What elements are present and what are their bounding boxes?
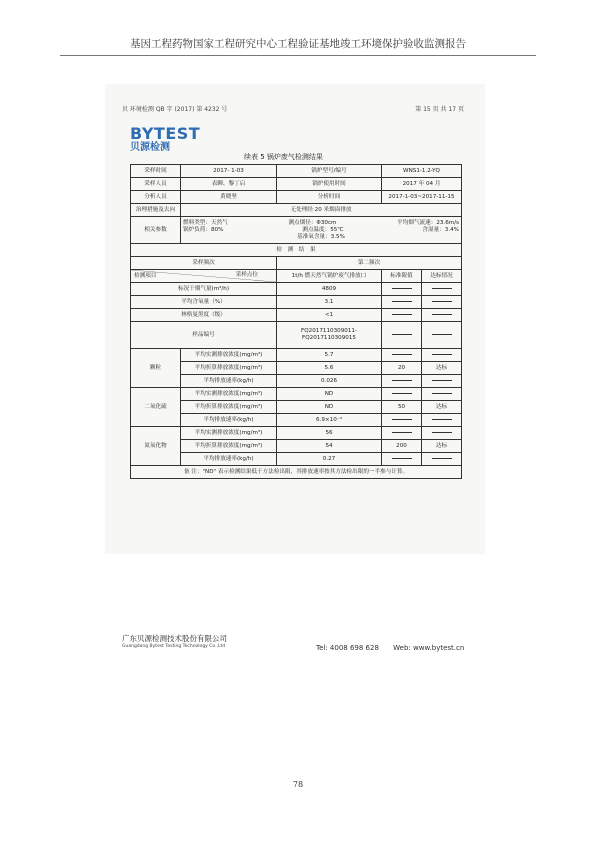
row-value: 3.1	[277, 296, 382, 309]
standard-value: 20	[382, 362, 422, 375]
table-row	[131, 440, 462, 453]
dash-cell	[382, 296, 422, 309]
metric-name: 平均实测排放浓度(mg/m³)	[181, 427, 277, 440]
metric-value: 5.6	[277, 362, 382, 375]
analysis-time-label: 分析时间	[277, 191, 382, 204]
page-number: 78	[292, 780, 304, 789]
bytest-logo	[130, 126, 200, 154]
dash-cell	[422, 427, 462, 440]
emission-results-table	[130, 164, 462, 479]
table-row	[131, 401, 462, 414]
metric-name: 平均折算排放浓度(mg/m³)	[181, 440, 277, 453]
table-row	[131, 388, 462, 401]
dash-cell	[382, 283, 422, 296]
status-value: 达标	[422, 401, 462, 414]
metric-value: 6.9×10⁻³	[277, 414, 382, 427]
sample-time-label: 采样时间	[131, 165, 181, 178]
analyst: 黄晓坚	[181, 191, 277, 204]
metric-value: ND	[277, 401, 382, 414]
table-row	[131, 191, 462, 204]
table-title: 续表 5 锅炉废气检测结果	[244, 153, 323, 161]
dash-cell	[422, 375, 462, 388]
dash-cell	[382, 414, 422, 427]
company-name-en: Guangdong Bytest Testing Technology Co.,Ltd	[122, 644, 226, 649]
metric-value: 5.7	[277, 349, 382, 362]
table-row	[131, 296, 462, 309]
dash-cell	[382, 349, 422, 362]
company-tel: Tel: 4008 698 628	[316, 644, 379, 652]
point-value: 1t/h 燃天然气锅炉废气排放口	[277, 270, 382, 283]
boiler-model: WNS1-1.2-YQ	[382, 165, 462, 178]
table-row	[131, 178, 462, 191]
metric-value: ND	[277, 388, 382, 401]
freq-label: 采样频次	[131, 257, 277, 270]
param-flow: 平均烟气流速：23.6m/s	[397, 219, 460, 226]
dash-cell	[382, 388, 422, 401]
param-fuel: 燃料类型：天然气	[183, 219, 228, 226]
company-web: Web: www.bytest.cn	[393, 644, 465, 652]
row-value: FQ2017110309011-FQ2017110309015	[277, 322, 382, 349]
freq-value: 第二频次	[277, 257, 462, 270]
metric-name: 平均排放速率(kg/h)	[181, 375, 277, 388]
dash-cell	[422, 388, 462, 401]
pollutant-name: 颗粒	[131, 349, 181, 388]
metric-name: 平均折算排放浓度(mg/m³)	[181, 401, 277, 414]
table-row	[131, 466, 462, 479]
boiler-label: 锅炉型号/编号	[277, 165, 382, 178]
table-row	[131, 217, 462, 244]
page-header: 基因工程药物国家工程研究中心工程验证基地竣工环境保护验收监测报告	[60, 36, 536, 56]
table-row	[131, 322, 462, 349]
report-number: 贝 环境检测 QB 字 (2017) 第 4232 号	[122, 106, 228, 113]
metric-value: 0.27	[277, 453, 382, 466]
sample-time: 2017- 1-03	[181, 165, 277, 178]
param-oxygen: 基准氧含量：3.5%	[297, 233, 345, 240]
dash-cell	[382, 322, 422, 349]
table-row	[131, 309, 462, 322]
params	[181, 217, 462, 244]
header-diagonal-cell	[131, 270, 277, 283]
point-label: 采样点位	[235, 272, 258, 278]
standard-value: 200	[382, 440, 422, 453]
table-row	[131, 427, 462, 440]
analyst-label: 分析人员	[131, 191, 181, 204]
status-value: 达标	[422, 440, 462, 453]
boiler-date-label: 锅炉使用时间	[277, 178, 382, 191]
metric-name: 平均折算排放浓度(mg/m³)	[181, 362, 277, 375]
dash-cell	[422, 349, 462, 362]
table-row	[131, 453, 462, 466]
pollutant-name: 氮氧化物	[131, 427, 181, 466]
dash-cell	[422, 414, 462, 427]
dash-cell	[422, 283, 462, 296]
dash-cell	[422, 296, 462, 309]
params-label: 相关参数	[131, 217, 181, 244]
standard-label: 标准限值	[382, 270, 422, 283]
company-name-cn: 广东贝源检测技术股份有限公司	[122, 634, 227, 643]
table-row	[131, 349, 462, 362]
table-row	[131, 270, 462, 283]
metric-name: 平均实测排放浓度(mg/m³)	[181, 388, 277, 401]
table-row	[131, 204, 462, 217]
param-humidity: 含湿量：3.4%	[422, 226, 459, 233]
row-value: 4809	[277, 283, 382, 296]
logo-text-en: BYTEST	[130, 124, 201, 143]
contact-block	[316, 644, 476, 652]
table-row	[131, 362, 462, 375]
status-value: 达标	[422, 362, 462, 375]
section-title: 检 测 结 果	[131, 244, 462, 257]
dash-cell	[382, 453, 422, 466]
dash-cell	[422, 309, 462, 322]
metric-name: 平均排放速率(kg/h)	[181, 414, 277, 427]
row-name: 林格曼黑度（级）	[131, 309, 277, 322]
metric-value: 54	[277, 440, 382, 453]
logo-text-cn: 贝源检测	[130, 142, 170, 153]
table-row	[131, 375, 462, 388]
item-label: 检测项目	[134, 273, 157, 279]
treatment: 无处理经 20 米烟囱排放	[181, 204, 462, 217]
metric-name: 平均排放速率(kg/h)	[181, 453, 277, 466]
table-row	[131, 283, 462, 296]
metric-name: 平均实测排放浓度(mg/m³)	[181, 349, 277, 362]
dash-cell	[382, 427, 422, 440]
pollutant-name: 二氧化硫	[131, 388, 181, 427]
report-page-info: 第 15 页 共 17 页	[415, 106, 464, 113]
analysis-time: 2017-1-03~2017-11-15	[382, 191, 462, 204]
row-name: 标况干烟气量(m³/h)	[131, 283, 277, 296]
param-temperature: 测点温度：55℃	[302, 226, 344, 233]
dash-cell	[382, 309, 422, 322]
sampler: 表聊、黎丁启	[181, 178, 277, 191]
metric-value: 0.026	[277, 375, 382, 388]
param-load: 锅炉负荷：80%	[183, 226, 224, 233]
metric-value: 56	[277, 427, 382, 440]
param-diameter: 测点烟径：Φ30cm	[288, 219, 337, 226]
row-name: 平均含氧量（%）	[131, 296, 277, 309]
company-block	[122, 633, 227, 649]
row-value: <1	[277, 309, 382, 322]
boiler-date: 2017 年 04 月	[382, 178, 462, 191]
dash-cell	[422, 322, 462, 349]
dash-cell	[422, 453, 462, 466]
row-name: 样品编号	[131, 322, 277, 349]
table-row	[131, 244, 462, 257]
sampler-label: 采样人员	[131, 178, 181, 191]
treatment-label: 治理措施及去向	[131, 204, 181, 217]
table-row	[131, 165, 462, 178]
table-note: 备 注："ND" 表示检测结果低于方法检出限，其排放速率按其方法检出限的一半参与计算。	[131, 466, 462, 479]
standard-value: 50	[382, 401, 422, 414]
table-row	[131, 414, 462, 427]
dash-cell	[382, 375, 422, 388]
table-row	[131, 257, 462, 270]
status-label: 达标情况	[422, 270, 462, 283]
